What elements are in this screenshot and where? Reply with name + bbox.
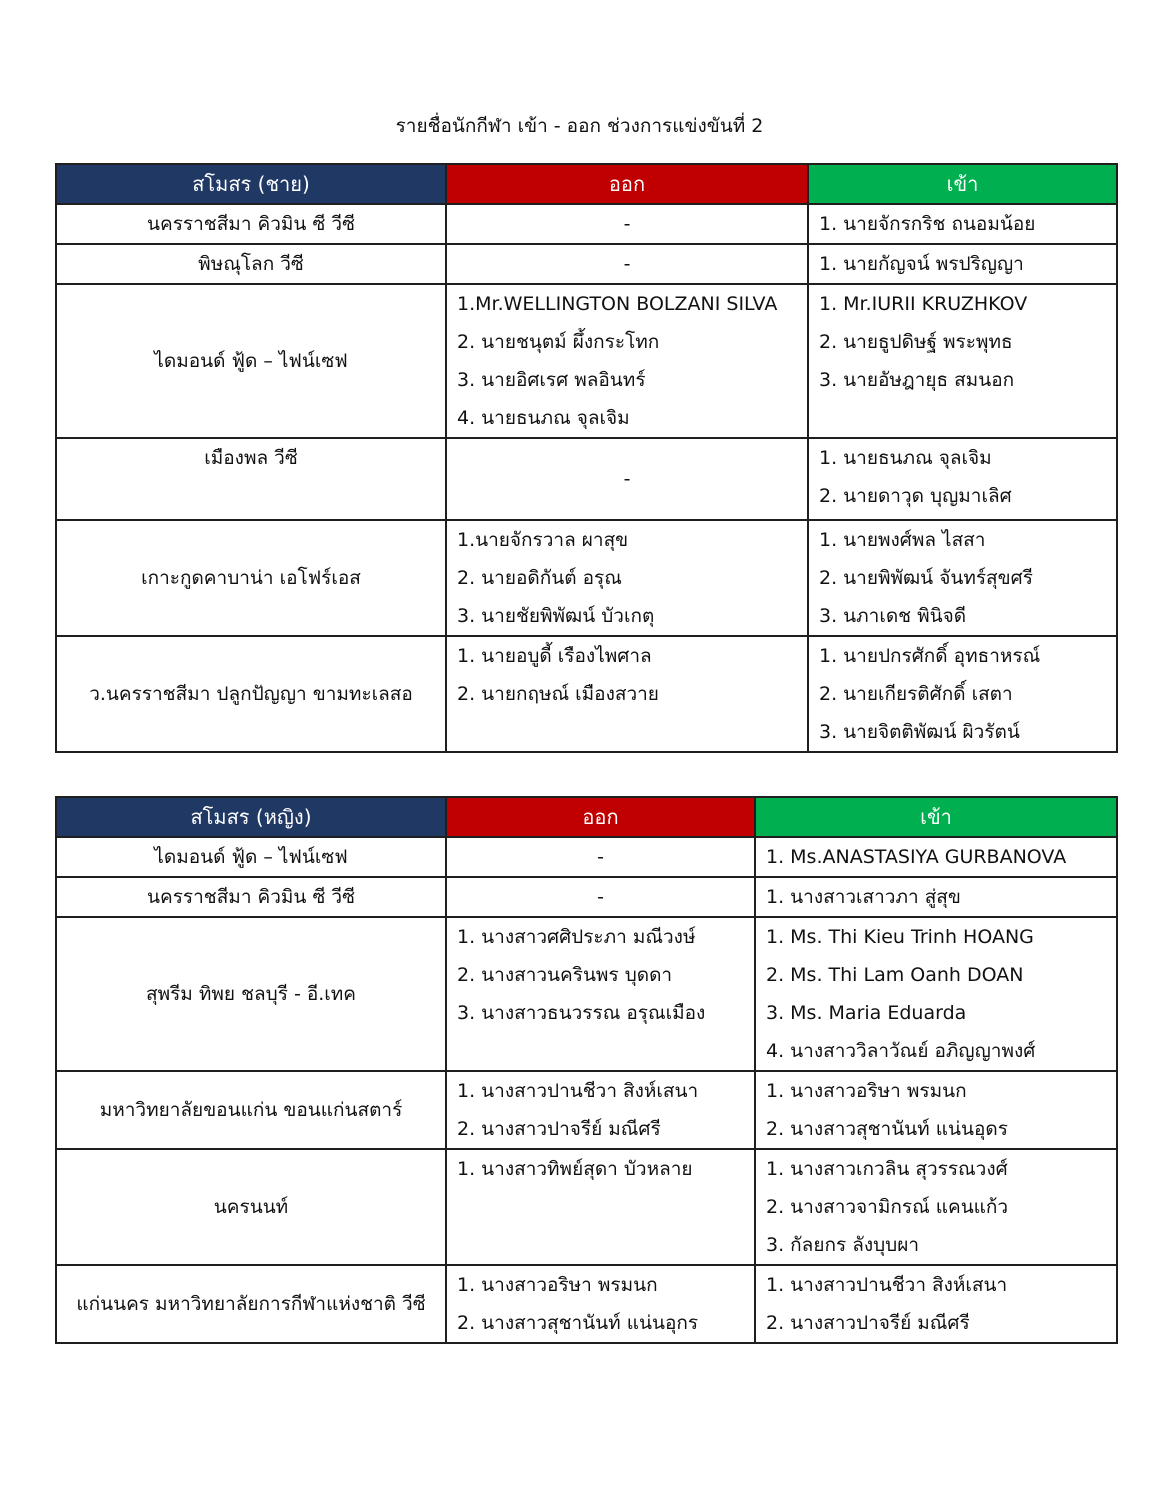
player-entry: 2. นายธูปดิษฐ์ พระพุทธ [819,331,1013,353]
player-entry: 4. นายธนภณ จุลเจิม [457,407,630,429]
out-players-cell [446,1071,755,1149]
player-entry: 2. นางสาวสุชานันท์ แน่นอุดร [766,1118,1008,1140]
in-players-cell [808,244,1117,284]
out-empty-cell: - [446,837,755,877]
table-header-row [56,164,1117,204]
player-entry: 3. นางสาวธนวรรณ อรุณเมือง [457,1002,706,1024]
player-entry: 3. นายอิศเรศ พลอินทร์ [457,369,646,391]
player-entry: 2. นายชนุตม์ ผึ้งกระโทก [457,331,660,353]
club-name-cell: มหาวิทยาลัยขอนแก่น ขอนแก่นสตาร์ [56,1071,446,1149]
player-entry: 1. นายพงศ์พล ไสสา [819,529,986,551]
table-row [56,917,1117,1071]
player-entry: 3. กัลยกร ลังบุบผา [766,1234,920,1256]
club-name-cell: นครราชสีมา คิวมิน ซี วีซี [56,877,446,917]
player-entry: 1. นางสาวปานชีวา สิงห์เสนา [457,1080,699,1102]
in-players-cell [755,877,1117,917]
table-row [56,837,1117,877]
player-entry: 2. Ms. Thi Lam Oanh DOAN [766,964,1024,986]
header-club: สโมสร (หญิง) [56,797,446,837]
out-players-cell [446,520,808,636]
header-in: เข้า [808,164,1117,204]
header-in: เข้า [755,797,1117,837]
out-empty-cell: - [446,204,808,244]
out-players-cell [446,1265,755,1343]
player-entry: 3. นายอัษฎายุธ สมนอก [819,369,1015,391]
player-entry: 2. นายเกียรติศักดิ์ เสตา [819,683,1013,705]
player-entry: 1. นายกัญจน์ พรปริญญา [819,253,1024,275]
player-entry: 2. นางสาวนครินพร บุดดา [457,964,673,986]
player-entry: 1.Mr.WELLINGTON BOLZANI SILVA [457,293,778,315]
in-players-cell [755,917,1117,1071]
in-players-cell [808,438,1117,520]
club-name-cell: ว.นครราชสีมา ปลูกปัญญา ขามทะเลสอ [56,636,446,752]
club-name-cell: ไดมอนด์ ฟู้ด – ไฟน์เซฟ [56,284,446,438]
table-row [56,204,1117,244]
player-entry: 3. นายจิตติพัฒน์ ผิวรัตน์ [819,721,1020,743]
in-players-cell [755,1071,1117,1149]
in-players-cell [808,284,1117,438]
club-name-cell: นครราชสีมา คิวมิน ซี วีซี [56,204,446,244]
table-row [56,438,1117,520]
table-row [56,636,1117,752]
player-entry: 1. นายจักรกริช ถนอมน้อย [819,213,1036,235]
player-entry: 1. นางสาวเสาวภา สู่สุข [766,886,961,908]
header-club: สโมสร (ชาย) [56,164,446,204]
out-players-cell [446,636,808,752]
club-name-cell: ไดมอนด์ ฟู้ด – ไฟน์เซฟ [56,837,446,877]
player-entry: 1.นายจักรวาล ผาสุข [457,529,629,551]
club-name-cell: นครนนท์ [56,1149,446,1265]
club-name-cell: พิษณุโลก วีซี [56,244,446,284]
player-entry: 2. นายอดิกันต์ อรุณ [457,567,622,589]
player-entry: 2. นายพิพัฒน์ จันทร์สุขศรี [819,567,1033,589]
player-entry: 3. นภาเดช พินิจดี [819,605,967,627]
table-row [56,1265,1117,1343]
in-players-cell [808,520,1117,636]
player-entry: 4. นางสาววิลาวัณย์ อภิญญาพงศ์ [766,1040,1036,1062]
out-empty-cell: - [446,438,808,520]
player-entry: 1. นางสาวศศิประภา มณีวงษ์ [457,926,696,948]
player-entry: 3. นายชัยพิพัฒน์ บัวเกตุ [457,605,655,627]
player-entry: 1. นายปกรศักดิ์ อุทธาหรณ์ [819,645,1041,667]
in-players-cell [755,837,1117,877]
table-header-row [56,797,1117,837]
table-row [56,1071,1117,1149]
club-name-cell: เกาะกูดคาบาน่า เอโฟร์เอส [56,520,446,636]
table-row [56,1149,1117,1265]
men-transfer-table [55,163,1118,753]
player-entry: 1. Ms. Thi Kieu Trinh HOANG [766,926,1034,948]
table-row [56,520,1117,636]
table-row [56,877,1117,917]
player-entry: 1. Ms.ANASTASIYA GURBANOVA [766,846,1067,868]
player-entry: 1. นางสาวทิพย์สุดา บัวหลาย [457,1158,693,1180]
player-entry: 1. นายอบูดี้ เรืองไพศาล [457,645,652,667]
men-table-body [56,204,1117,752]
header-out: ออก [446,797,755,837]
in-players-cell [755,1149,1117,1265]
header-out: ออก [446,164,808,204]
player-entry: 2. นางสาวสุชานันท์ แน่นอุกร [457,1312,699,1334]
player-entry: 2. นางสาวจามิกรณ์ แคนแก้ว [766,1196,1009,1218]
player-entry: 1. นายธนภณ จุลเจิม [819,447,992,469]
player-entry: 1. นางสาวปานชีวา สิงห์เสนา [766,1274,1008,1296]
player-entry: 2. นายกฤษณ์ เมืองสวาย [457,683,659,705]
player-entry: 1. นางสาวอริษา พรมนก [457,1274,658,1296]
club-name-cell: แก่นนคร มหาวิทยาลัยการกีฬาแห่งชาติ วีซี [56,1265,446,1343]
out-players-cell [446,917,755,1071]
women-table-body [56,837,1117,1343]
women-transfer-table [55,796,1118,1344]
out-empty-cell: - [446,244,808,284]
document-title: รายชื่อนักกีฬา เข้า - ออก ช่วงการแข่งขันที่ 2 [395,115,764,137]
player-entry: 3. Ms. Maria Eduarda [766,1002,967,1024]
club-name-cell: สุพรีม ทิพย ชลบุรี - อี.เทค [56,917,446,1071]
in-players-cell [755,1265,1117,1343]
player-entry: 2. นายดาวุด บุญมาเลิศ [819,485,1012,507]
player-entry: 1. Mr.IURII KRUZHKOV [819,293,1028,315]
player-entry: 1. นางสาวอริษา พรมนก [766,1080,967,1102]
table-row [56,244,1117,284]
player-entry: 1. นางสาวเกวลิน สุวรรณวงศ์ [766,1158,1008,1180]
out-empty-cell: - [446,877,755,917]
player-entry: 2. นางสาวปาจรีย์ มณีศรี [766,1312,970,1334]
table-row [56,284,1117,438]
in-players-cell [808,636,1117,752]
club-name-cell: เมืองพล วีซี [56,438,446,520]
in-players-cell [808,204,1117,244]
out-players-cell [446,1149,755,1265]
out-players-cell [446,284,808,438]
player-entry: 2. นางสาวปาจรีย์ มณีศรี [457,1118,661,1140]
